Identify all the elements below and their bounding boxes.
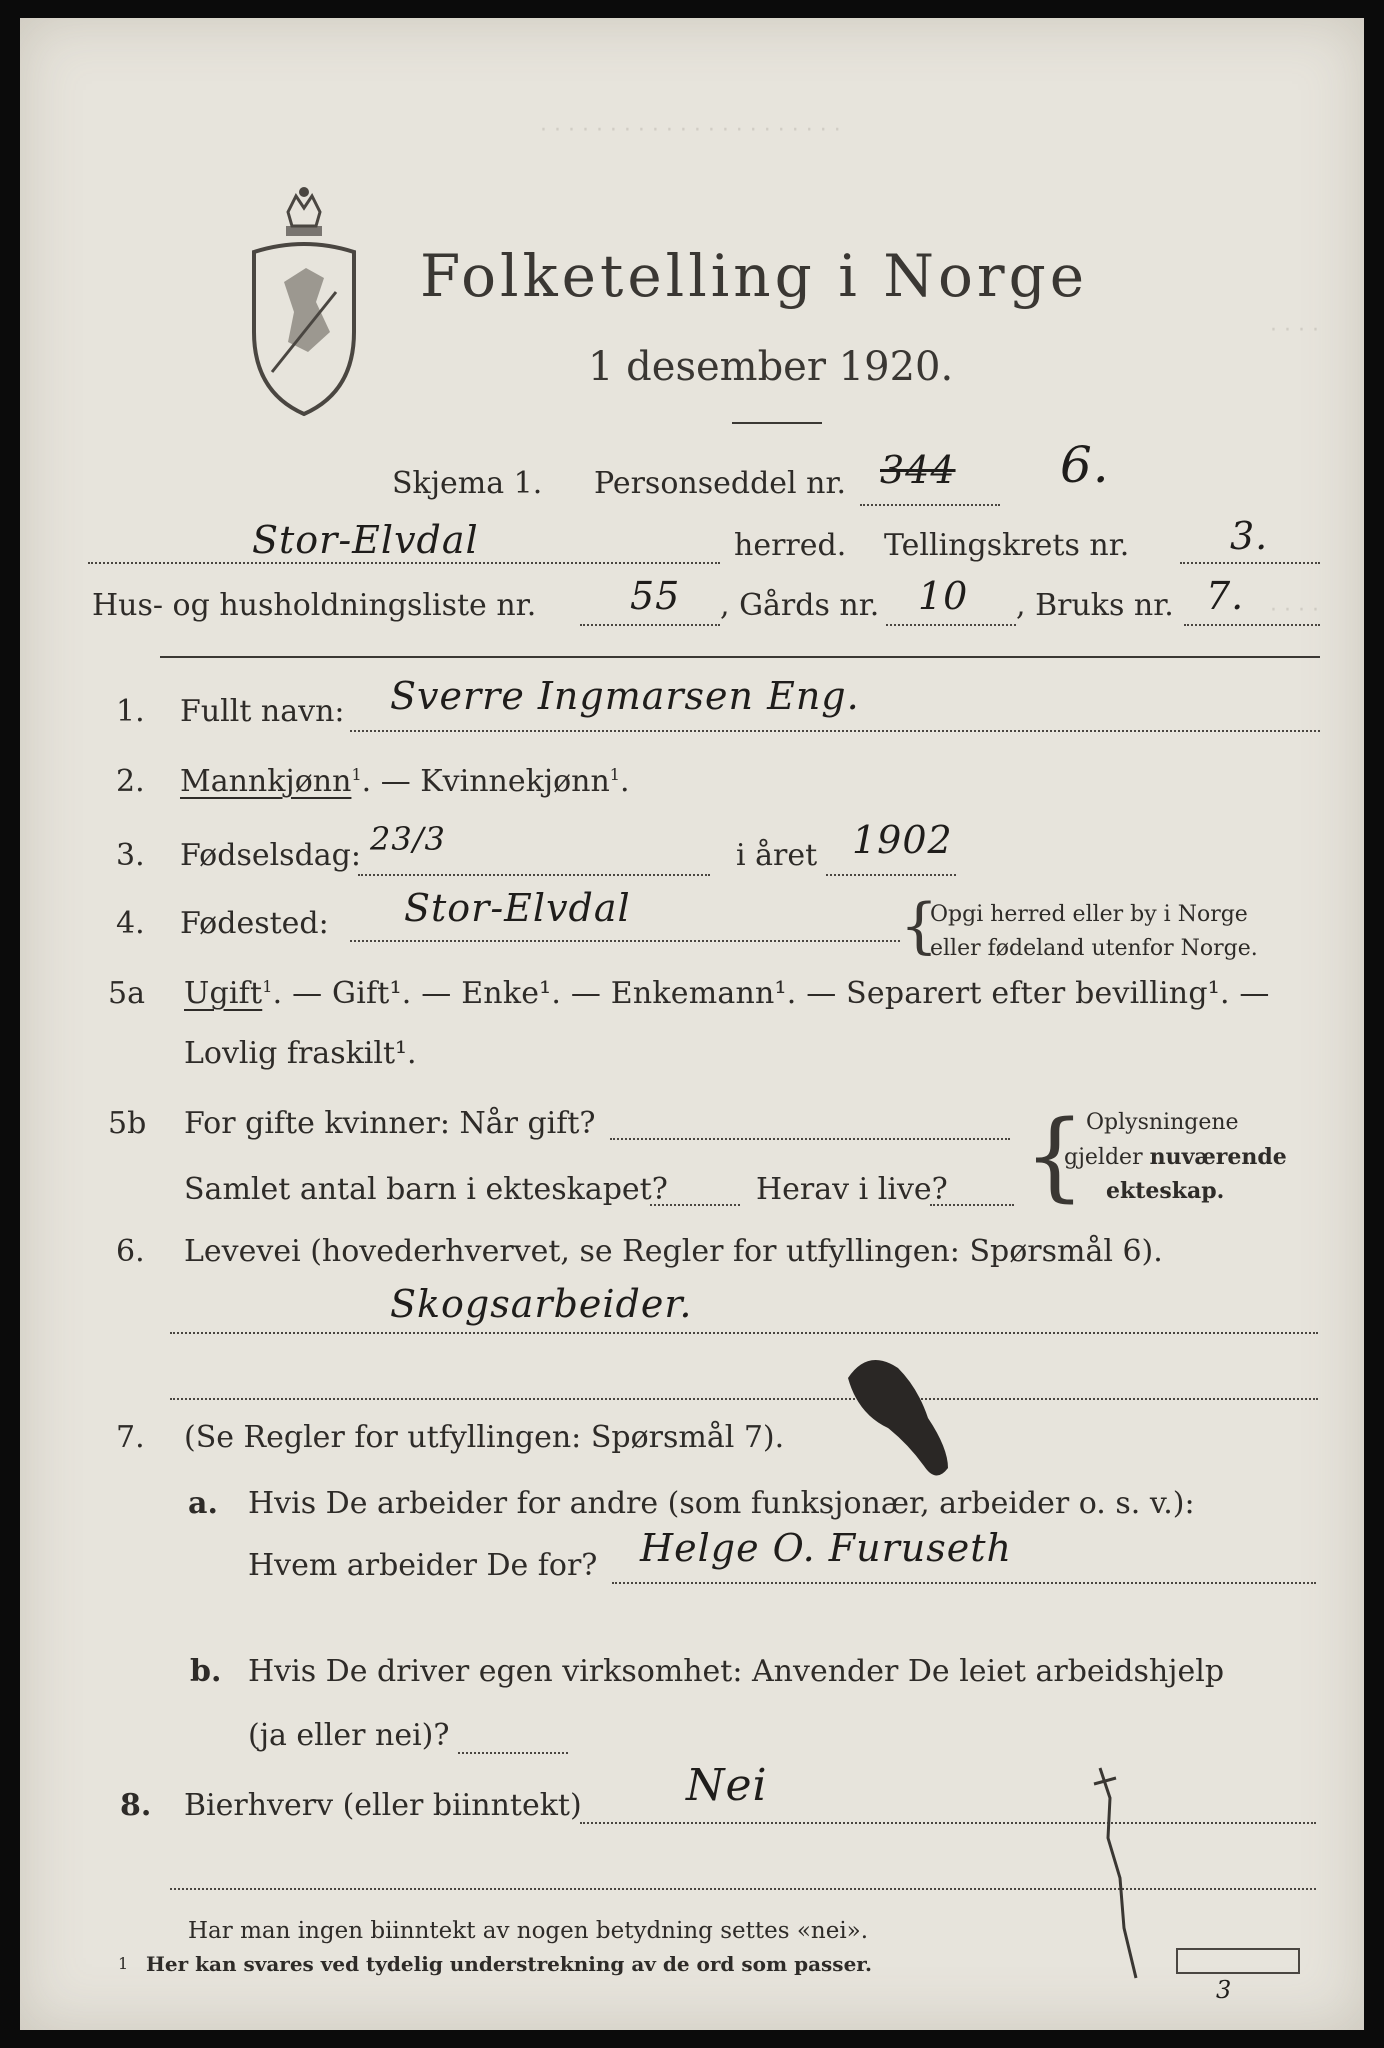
q7b-label: Hvis De driver egen virksomhet: Anvender De leiet arbeidshjelp	[248, 1654, 1225, 1689]
q5b-label-2: Samlet antal barn i ekteskapet?	[184, 1172, 668, 1207]
q7-label: (Se Regler for utfyllingen: Spørsmål 7).	[184, 1420, 785, 1455]
q1-label: Fullt navn:	[180, 694, 345, 729]
fodested-value: Stor-Elvdal	[404, 886, 631, 930]
ink-blot	[828, 1348, 978, 1488]
bruks-value: 7.	[1206, 574, 1245, 618]
corner-handmark: 3	[1216, 1976, 1233, 2004]
q7a-line	[612, 1582, 1316, 1584]
q5b-note-1: Oplysningene	[1086, 1110, 1239, 1135]
tellingskrets-label: Tellingskrets nr.	[884, 528, 1130, 563]
gards-value: 10	[918, 574, 969, 618]
fodselsar-value: 1902	[852, 818, 953, 862]
fodselsdag-value: 23/3	[370, 820, 446, 858]
census-date: 1 desember 1920.	[588, 344, 954, 390]
q6-line-1	[170, 1332, 1318, 1334]
bruks-label: , Bruks nr.	[1016, 588, 1174, 623]
bruks-line	[1184, 624, 1320, 626]
skjema-label: Skjema 1.	[392, 466, 543, 501]
footnote-text: Her kan svares ved tydelig understrekning av de ord som passer.	[146, 1952, 872, 1976]
q5b-number: 5b	[108, 1106, 147, 1141]
q1-line	[350, 730, 1320, 732]
q3-year-label: i året	[736, 838, 818, 873]
q5b-alive-line	[930, 1204, 1014, 1206]
arbeidsgiver-value: Helge O. Furuseth	[640, 1526, 1012, 1570]
personseddel-value: 6.	[1060, 436, 1110, 494]
gards-line	[886, 624, 1016, 626]
q7a-question: Hvem arbeider De for?	[248, 1548, 598, 1583]
q5b-brace: {	[1024, 1100, 1086, 1212]
personseddel-label: Personseddel nr.	[594, 466, 847, 501]
q4-line	[350, 940, 900, 942]
q2-number: 2.	[116, 764, 145, 799]
q6-number: 6.	[116, 1234, 145, 1269]
q5b-when-line	[610, 1138, 1010, 1140]
q5b-label-1: For gifte kvinner: Når gift?	[184, 1106, 596, 1141]
q1-number: 1.	[116, 694, 145, 729]
q5a-number: 5a	[108, 976, 145, 1011]
q4-brace: {	[900, 891, 939, 961]
q5a-options: Ugift$^1$. — Gift¹. — Enke¹. — Enkemann¹. — Separert efter bevilling¹. —	[184, 976, 1270, 1011]
q7b-number: b.	[190, 1654, 222, 1689]
header-divider	[160, 656, 1320, 658]
q4-label: Fødested:	[180, 906, 329, 941]
q7b-line	[458, 1752, 568, 1754]
printer-stamp	[1176, 1948, 1300, 1974]
q5a-option-fraskilt: Lovlig fraskilt¹.	[184, 1036, 417, 1071]
q2-gender-options: Mannkjønn$^1$. — Kvinnekjønn$^1$.	[180, 764, 630, 799]
footer-note: Har man ingen biinntekt av nogen betydning settes «nei».	[188, 1918, 869, 1944]
q7a-number: a.	[188, 1486, 218, 1521]
q8-line-1	[580, 1822, 1316, 1824]
q3-number: 3.	[116, 838, 145, 873]
footnote-mark: 1	[118, 1954, 129, 1973]
q7b-question: (ja eller nei)?	[248, 1718, 450, 1753]
tellingskrets-value: 3.	[1230, 514, 1269, 558]
husholdningsliste-line	[580, 624, 720, 626]
q5b-note-2: gjelder nuværende	[1064, 1144, 1287, 1170]
q7a-label: Hvis De arbeider for andre (som funksjonær, arbeider o. s. v.):	[248, 1486, 1195, 1521]
bleed-through-text: · · · · · · · · · · · · · · · · · · · · · ·	[540, 118, 841, 143]
bleed-through-text: · · · ·	[1270, 598, 1319, 623]
tellingskrets-line	[1180, 562, 1320, 564]
husholdningsliste-label: Hus- og husholdningsliste nr.	[92, 588, 537, 623]
herred-value: Stor-Elvdal	[252, 518, 479, 562]
q5b-note-3: ekteskap.	[1106, 1178, 1225, 1204]
census-form-sheet	[20, 18, 1364, 2030]
ugift-option: Ugift	[184, 976, 263, 1011]
q8-label: Bierhverv (eller biinntekt)	[184, 1788, 582, 1823]
gards-label: , Gårds nr.	[720, 588, 880, 623]
bierhverv-value: Nei	[686, 1760, 768, 1811]
q3-label: Fødselsdag:	[180, 838, 361, 873]
q8-number: 8.	[120, 1788, 152, 1823]
q3-day-line	[358, 874, 710, 876]
q6-label: Levevei (hovederhvervet, se Regler for utfyllingen: Spørsmål 6).	[184, 1234, 1163, 1269]
pen-stroke-mark	[1080, 1758, 1170, 1998]
title-divider	[732, 422, 822, 424]
q7-number: 7.	[116, 1420, 145, 1455]
levevei-value: Skogsarbeider.	[390, 1282, 693, 1326]
mannkjonn-option: Mannkjønn	[180, 764, 352, 799]
fullt-navn-value: Sverre Ingmarsen Eng.	[390, 674, 860, 718]
herred-line	[88, 562, 720, 564]
q3-year-line	[826, 874, 956, 876]
herred-label: herred.	[734, 528, 847, 563]
bleed-through-text: · · · ·	[1270, 318, 1319, 343]
kvinnekjonn-option: Kvinnekjønn	[420, 764, 610, 799]
q4-note-1: Opgi herred eller by i Norge	[930, 902, 1248, 927]
form-title: Folketelling i Norge	[420, 242, 1089, 310]
husholdningsliste-value: 55	[630, 574, 681, 618]
q5b-children-line	[650, 1204, 740, 1206]
coat-of-arms-icon	[244, 182, 364, 422]
q5b-label-3: Herav i live?	[756, 1172, 948, 1207]
q6-line-2	[170, 1398, 1318, 1400]
q4-number: 4.	[116, 906, 145, 941]
personseddel-line	[860, 504, 1000, 506]
q4-note-2: eller fødeland utenfor Norge.	[930, 936, 1258, 961]
personseddel-struck-value: 344	[880, 448, 956, 492]
